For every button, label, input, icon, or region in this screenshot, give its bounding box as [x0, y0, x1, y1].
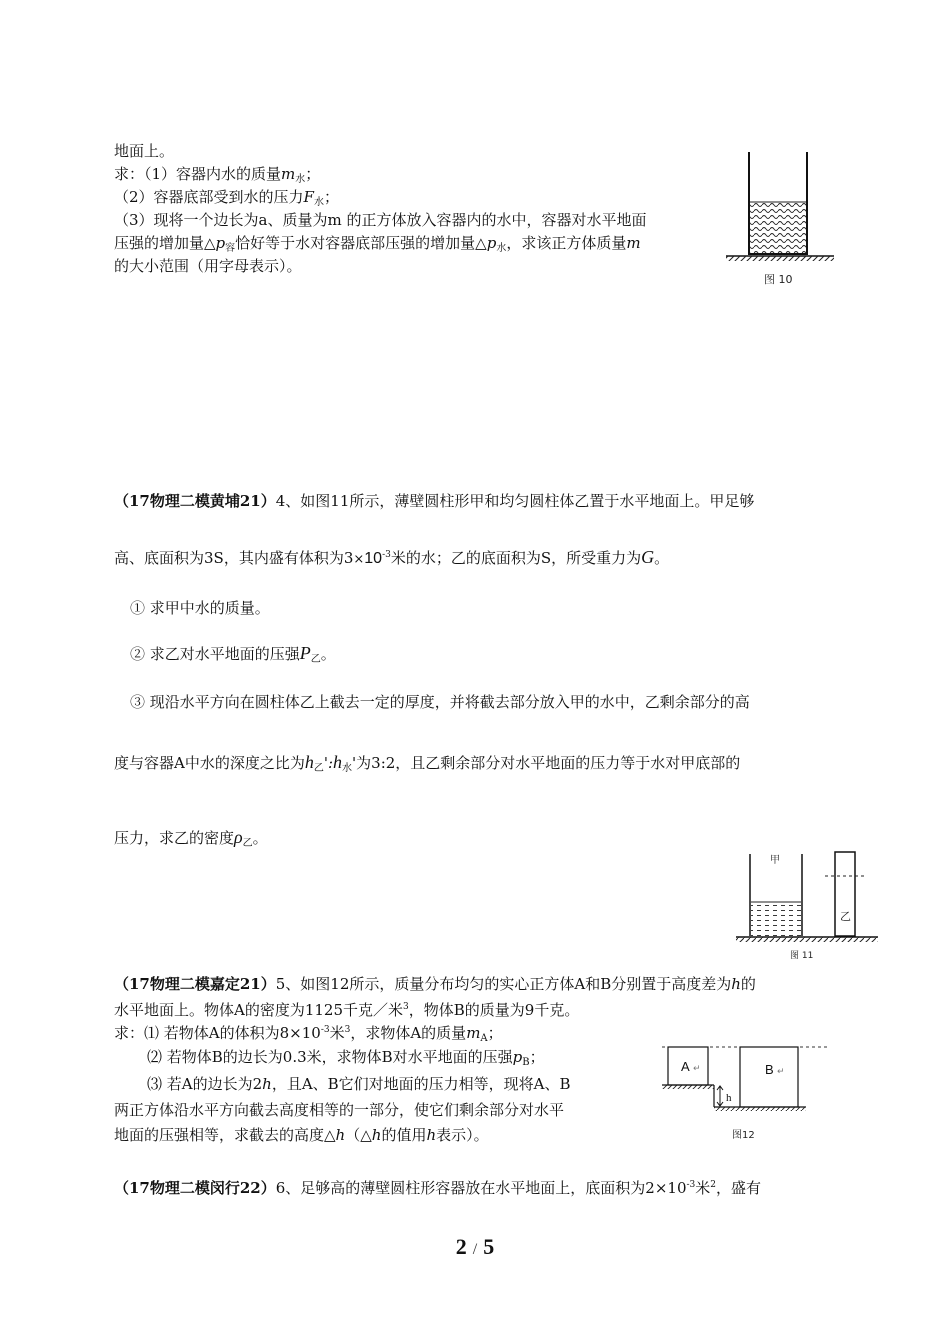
p5-question-3-line1: ⑶ 若A的边长为2h，且A、B它们对地面的压力相等，现将A、B — [147, 1075, 571, 1093]
upper-ground-hatch — [662, 1085, 714, 1089]
p4-line2: 高、底面积为3S，其内盛有体积为$3\times 10^{-3}$米的水；乙的底面积为S，所受重力为G。 — [114, 547, 670, 567]
jia-water — [751, 902, 801, 936]
p5-question-2: ⑵ 若物体B的边长为0.3米，求物体B对水平地面的压强$p_B$； — [147, 1048, 545, 1068]
cube-b-return-mark: ↵ — [777, 1067, 785, 1077]
p3-question-1: 求：（1）容器内水的质量$m_水$； — [114, 165, 321, 185]
cube-b-label: B — [765, 1062, 774, 1077]
height-label: h — [726, 1092, 732, 1104]
p3-question-2: （2）容器底部受到水的压力$F_水$； — [114, 188, 339, 208]
p3-question-3-line1: （3）现将一个边长为a、质量为m 的正方体放入容器内的水中，容器对水平地面 — [114, 211, 647, 229]
p4-question-3-line3: 压力，求乙的密度$\rho_乙$。 — [114, 827, 268, 849]
lower-ground-hatch — [714, 1107, 806, 1111]
yi-label: 乙 — [840, 910, 851, 923]
p4-question-1: ① 求甲中水的质量。 — [130, 599, 270, 617]
page-separator: / — [472, 1241, 478, 1258]
yi-cylinder — [835, 852, 855, 936]
page-total: 5 — [483, 1234, 495, 1259]
figure-10 — [722, 148, 838, 288]
page-indicator — [0, 1234, 950, 1260]
p4-source-tag: （17物理二模黄埔21） — [114, 492, 276, 510]
cube-b — [740, 1047, 798, 1107]
p5-line1: （17物理二模嘉定21）5、如图12所示，质量分布均匀的实心正方体A和B分别置于高度差为h的 — [114, 975, 756, 993]
p3-question-3-line2: 压强的增加量$\triangle p_容$恰好等于水对容器底部压强的增加量$\triangle p_水$，求该正方体质量m — [114, 234, 641, 254]
p3-intro-end: 地面上。 — [114, 142, 175, 160]
p5-question-1: 求：⑴ 若物体A的体积为$8\times 10^{-3}$米$^3$，求物体A的质量$m_A$； — [114, 1024, 503, 1044]
p3-question-3-line3: 的大小范围（用字母表示）。 — [114, 257, 302, 275]
p6-line1: （17物理二模闵行22）6、足够高的薄壁圆柱形容器放在水平地面上，底面积为$2\times 10^{-3}$米$^2$，盛有 — [114, 1179, 762, 1197]
jia-label: 甲 — [770, 855, 780, 866]
page-current: 2 — [455, 1234, 467, 1259]
p4-question-3-line1: ③ 现沿水平方向在圆柱体乙上截去一定的厚度，并将截去部分放入甲的水中，乙剩余部分的高 — [130, 693, 750, 711]
cube-a-label: A — [681, 1059, 690, 1074]
figure-11-caption: 图 11 — [790, 951, 814, 960]
p5-question-3-line3: 地面的压强相等，求截去的高度△h（△h的值用h表示）。 — [114, 1126, 489, 1144]
cube-a-return-mark: ↵ — [693, 1064, 701, 1074]
p5-question-3-line2: 两正方体沿水平方向截去高度相等的一部分，使它们剩余部分对水平 — [114, 1101, 565, 1119]
water-fill — [750, 202, 806, 254]
figure-12 — [662, 1040, 832, 1146]
p5-line2: 水平地面上。物体A的密度为1125千克／米$^3$，物体B的质量为9千克。 — [114, 1001, 580, 1019]
figure-10-caption: 图 10 — [764, 273, 793, 286]
ground-hatch — [736, 937, 878, 942]
p4-question-3-line2: 度与容器A中水的深度之比为$h_乙':h_水'$为3:2，且乙剩余部分对水平地面的压力等于水对甲底部的 — [114, 752, 741, 774]
p6-source-tag: （17物理二模闵行22） — [114, 1179, 276, 1197]
p4-question-2: ② 求乙对水平地面的压强$P_乙$。 — [130, 643, 336, 665]
p5-source-tag: （17物理二模嘉定21） — [114, 975, 276, 993]
figure-12-caption: 图12 — [732, 1130, 755, 1141]
figure-11 — [732, 848, 882, 960]
ground-hatch — [726, 256, 834, 261]
p4-line1: （17物理二模黄埔21）4、如图11所示，薄壁圆柱形甲和均匀圆柱体乙置于水平地面上。甲足够 — [114, 492, 755, 510]
